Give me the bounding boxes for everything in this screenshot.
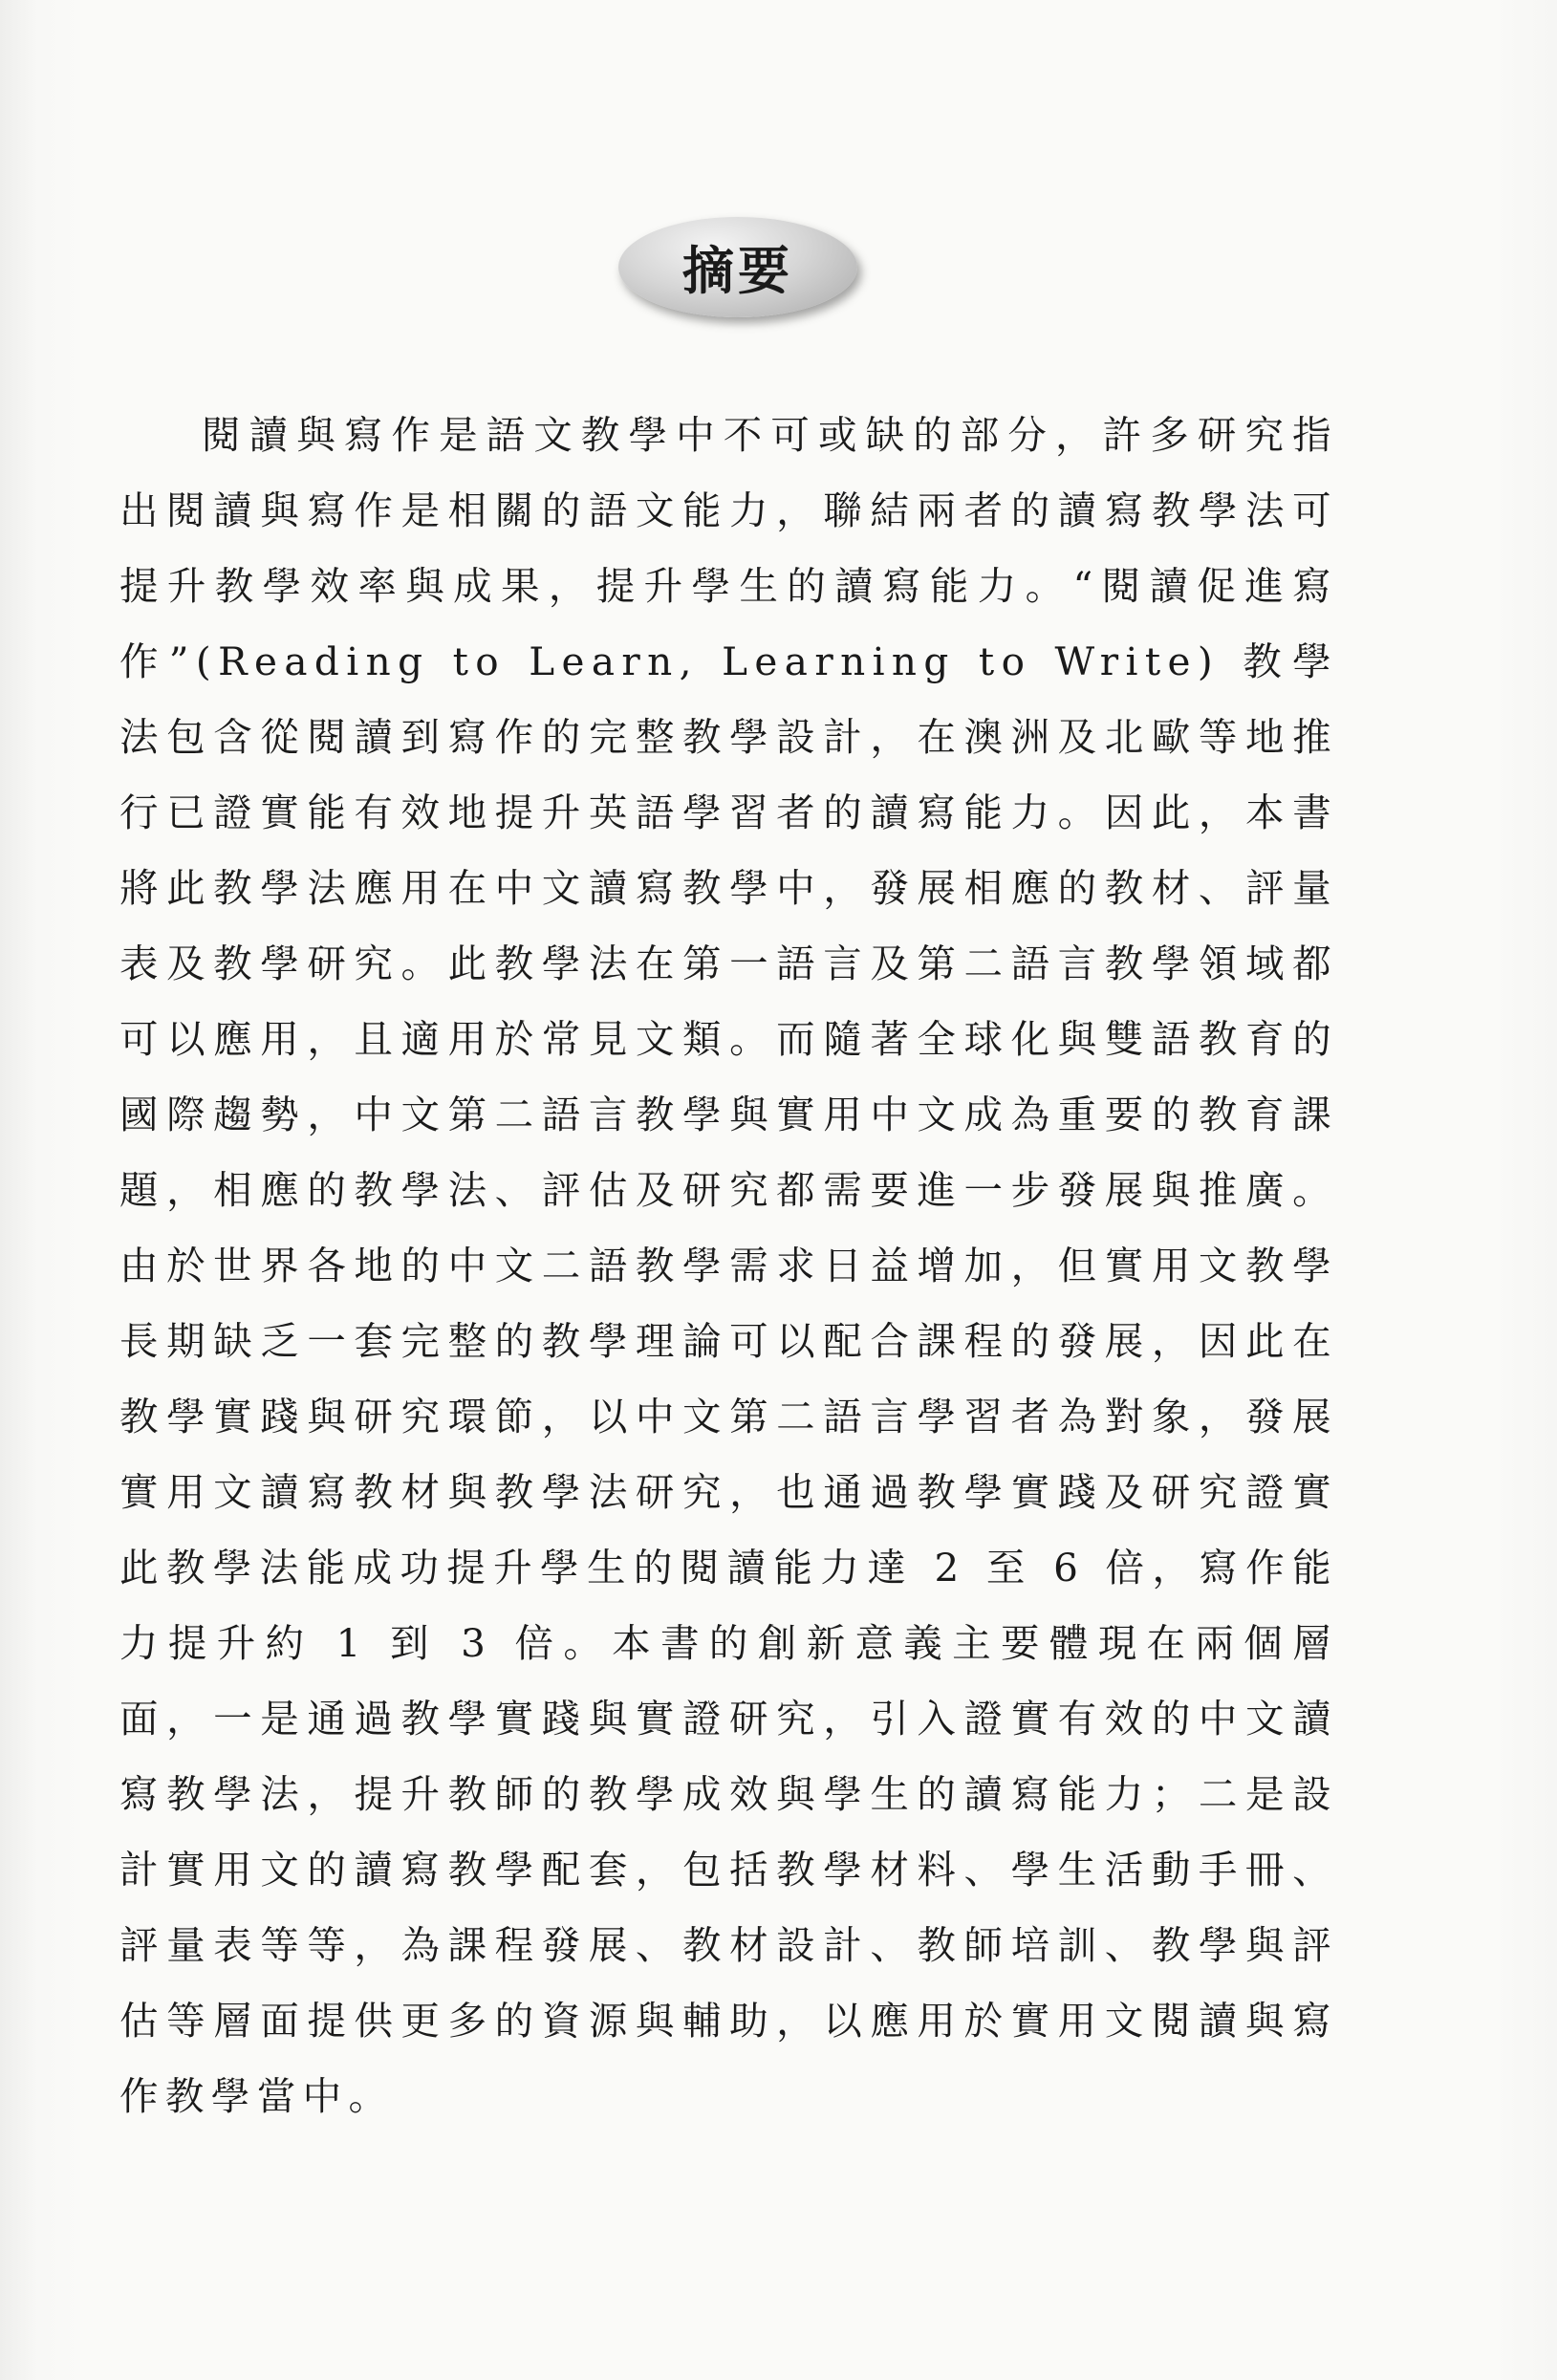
abstract-paragraph: 閱讀與寫作是語文教學中不可或缺的部分，許多研究指出閱讀與寫作是相關的語文能力，聯結兩者的讀寫教學法可提升教學效率與成果，提升學生的讀寫能力。“閱讀促進寫作”(Reading to Learn, Learning to Write) 教學法包含從閱讀到寫作的完整教學設計，在澳洲及北歐等地推行已證實能有效地提升英語學習者的讀寫能力。因此，本書將此教學法應用在中文讀寫教學中，發展相應的教材、評量表及教學研究。此教學法在第一語言及第二語言教學領域都可以應用，且適用於常見文類。而隨著全球化與雙語教育的國際趨勢，中文第二語言教學與實用中文成為重要的教育課題，相應的教學法、評估及研究都需要進一步發展與推廣。由於世界各地的中文二語教學需求日益增加，但實用文教學長期缺乏一套完整的教學理論可以配合課程的發展，因此在教學實踐與研究環節，以中文第二語言學習者為對象，發展實用文讀寫教材與教學法研究，也通過教學實踐及研究證實此教學法能成功提升學生的閱讀能力達 2 至 6 倍，寫作能力提升約 1 到 3 倍。本書的創新意義主要體現在兩個層面，一是通過教學實踐與實證研究，引入證實有效的中文讀寫教學法，提升教師的教學成效與學生的讀寫能力；二是設計實用文的讀寫教學配套，包括教學材料、學生活動手冊、評量表等等，為課程發展、教材設計、教師培訓、教學與評估等層面提供更多的資源與輔助，以應用於實用文閱讀與寫作教學當中。 — [119, 412, 1338, 2119]
page-title: 摘要 — [682, 241, 793, 301]
title-badge — [618, 217, 857, 317]
